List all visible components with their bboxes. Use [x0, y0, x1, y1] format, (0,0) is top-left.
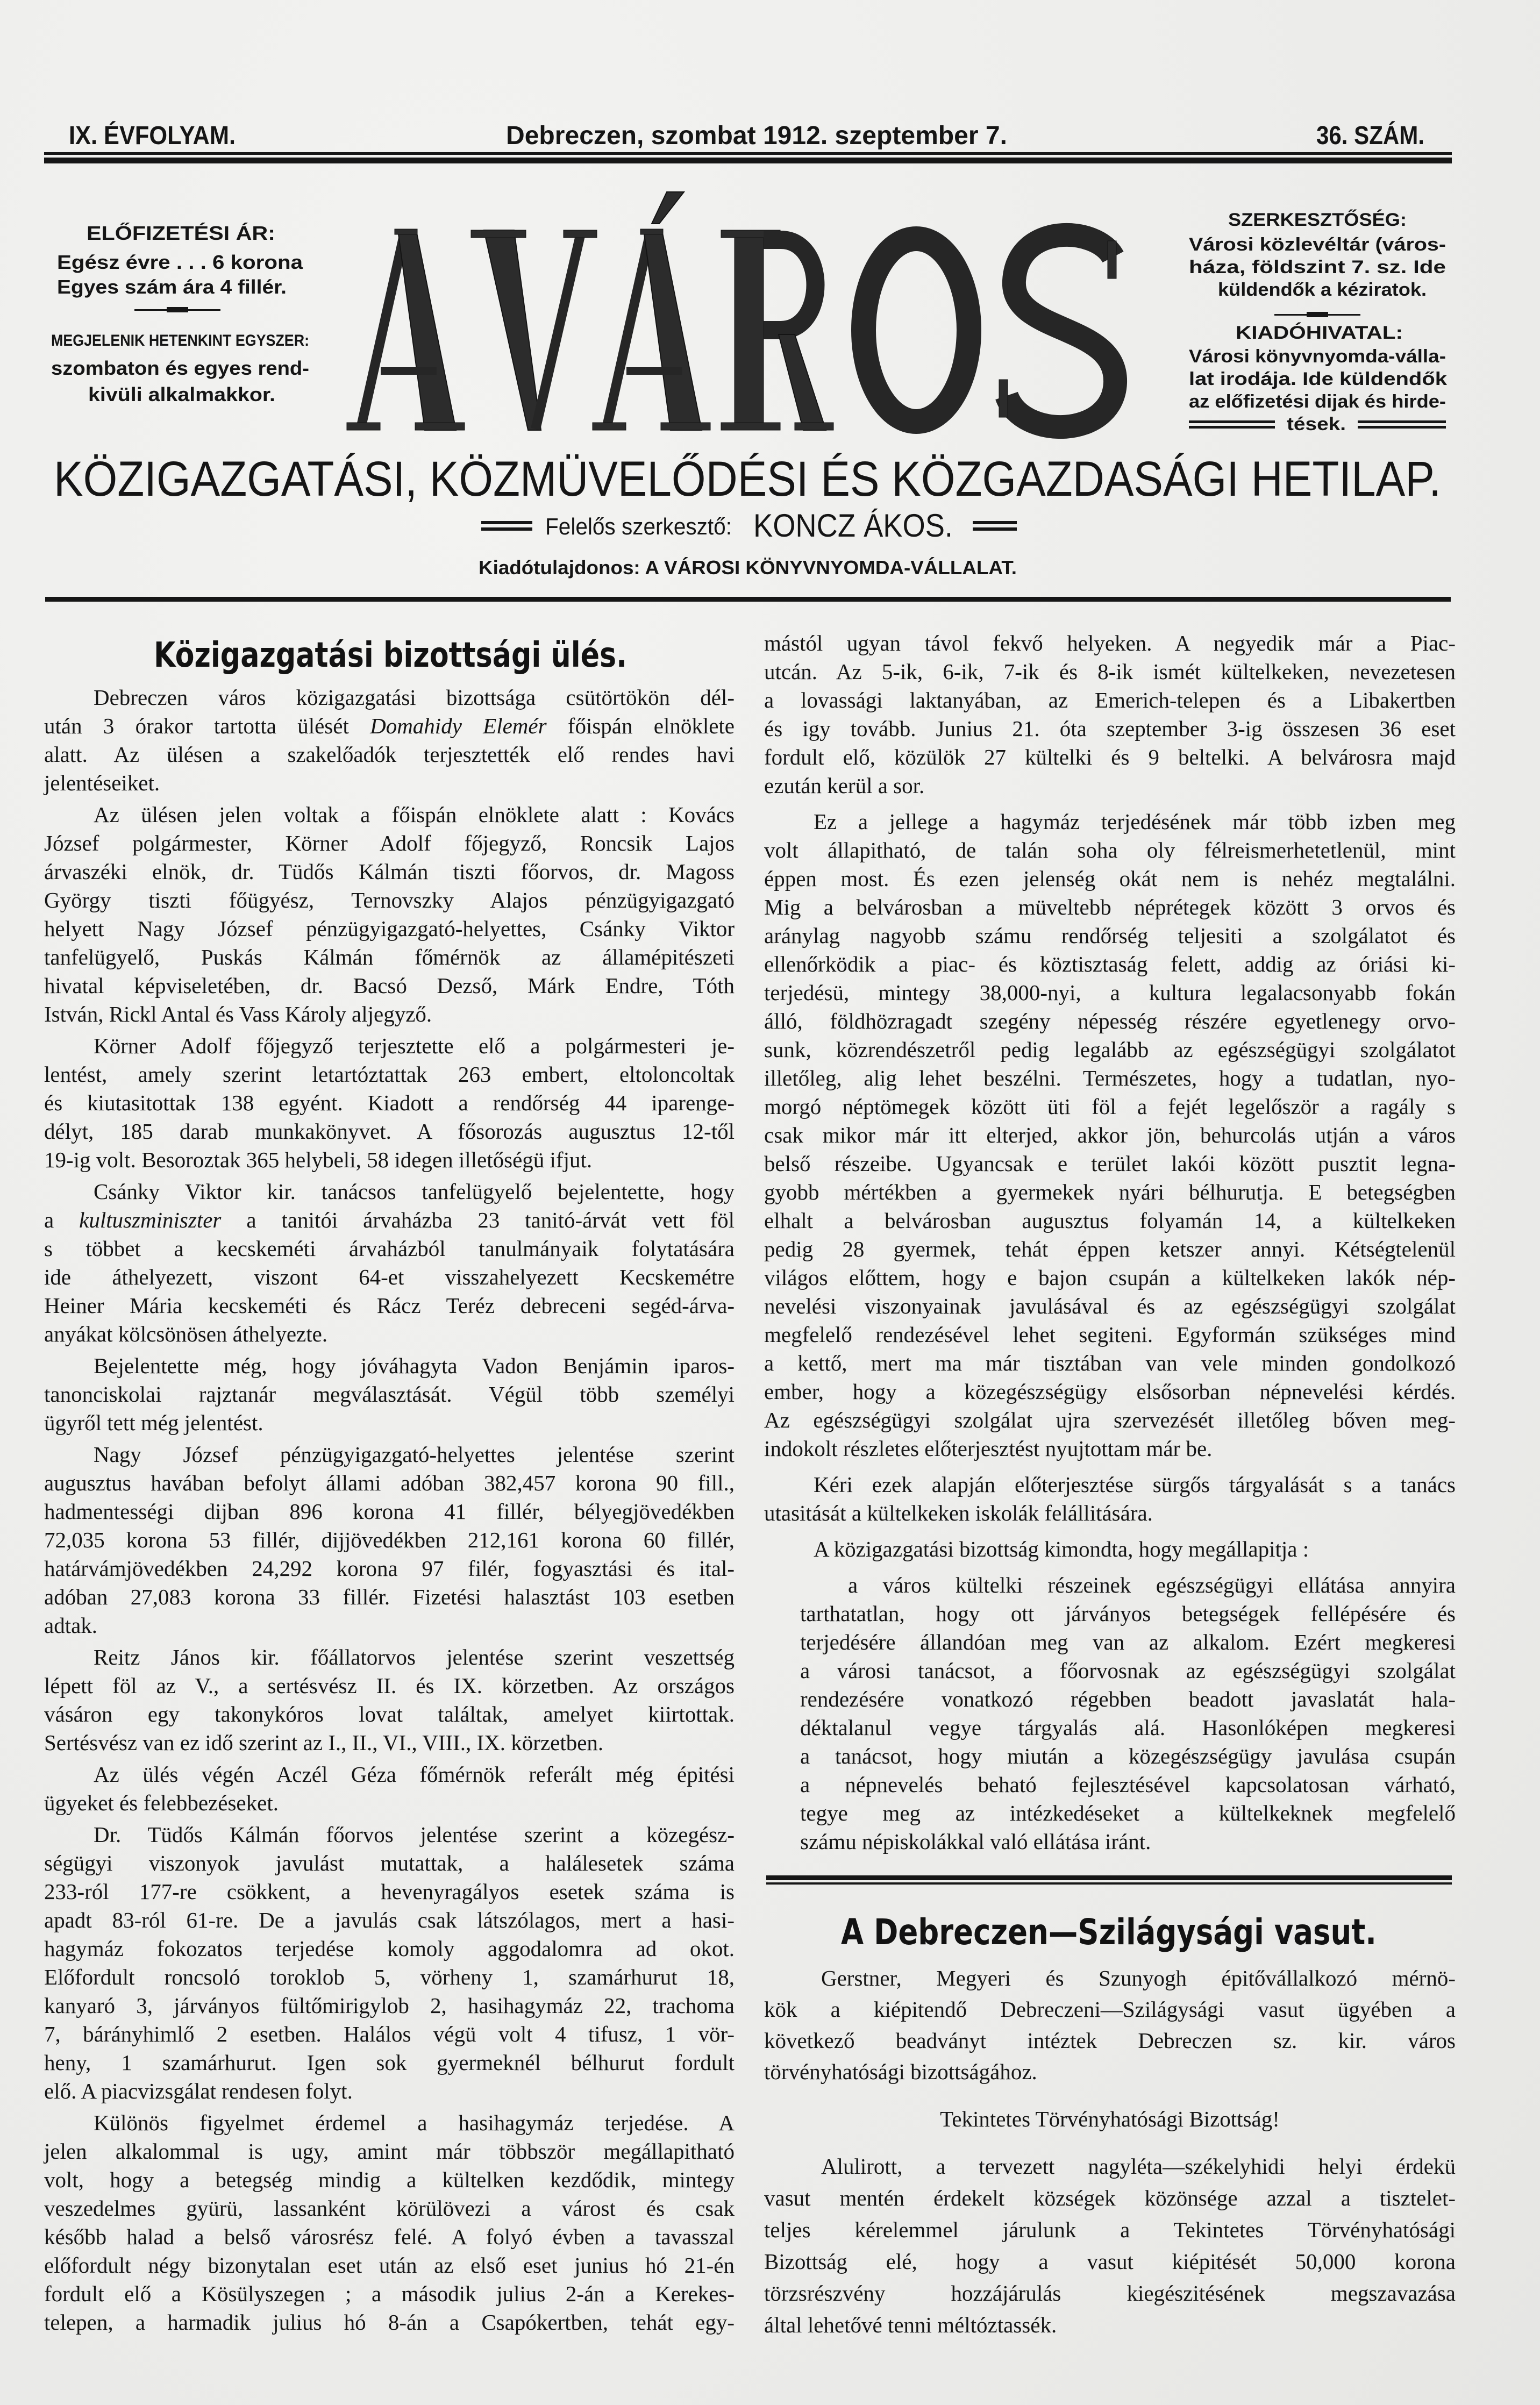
text-line: heny, 1 szamárhurut. Igen sok gyermeknél bélhurut fordult — [44, 2050, 735, 2075]
text-line: Sertésvész van ez idő szerint az I., II., VI., VIII., IX. körzetben. — [44, 1730, 604, 1755]
frequency-heading: MEGJELENIK HETENKINT EGYSZER: — [51, 332, 309, 349]
text-line: 72,035 korona 53 fillér, dijjövedékben 212,161 korona 60 fillér, — [44, 1528, 735, 1552]
text-line — [44, 1206, 735, 1234]
text-line: ügyről tett még jelentést. — [44, 1410, 263, 1435]
text-line: István, Rickl Antal és Vass Károly aljegyző. — [44, 1002, 432, 1026]
railway-article-letter — [764, 2151, 1456, 2344]
text-line: Körner Adolf főjegyző terjesztette elő a polgármesteri je- — [94, 1033, 735, 1058]
text-line: következő beadványt intéztek Debreczen sz. kir. város — [764, 2028, 1456, 2053]
paragraph — [800, 1571, 1456, 1856]
italic-name: Domahidy Elemér — [370, 713, 547, 738]
text-line: indokolt részletes előterjesztést nyujtottam már be. — [764, 1436, 1213, 1461]
text-line: Debreczen város közigazgatási bizottsága csütörtökön dél- — [94, 685, 735, 710]
paragraph — [44, 1643, 735, 1757]
issue-number: 36. SZÁM. — [1316, 122, 1440, 150]
text-line: morgó néptömegek között üti föl a fejét legelőször a ragály s — [764, 1094, 1456, 1119]
text-line: mástól ugyan távol fekvő helyeken. A negyedik már a Piac- — [764, 631, 1456, 655]
paragraph — [44, 1352, 735, 1437]
text-line: 233-ról 177-re csökkent, a hevenyragályos esetek száma is — [44, 1879, 735, 1904]
volume-number: IX. ÉVFOLYAM. — [69, 122, 254, 150]
text-line: és kiutasitottak 138 egyént. Kiadott a rendőrség 44 iparenge- — [44, 1090, 735, 1115]
paragraph — [764, 1535, 1456, 1564]
text-line: jelen alkalommal is ugy, amint már többször megállapitható — [44, 2139, 735, 2164]
text-line: augusztus havában befolyt állami adóban 382,457 korona 90 fill., — [44, 1471, 735, 1495]
section-rule-thin — [766, 1882, 1452, 1885]
logo-letter-s — [999, 235, 1116, 427]
text-line: csak mikor már itt elterjed, akkor jön, behurcolás utján a város — [764, 1123, 1456, 1147]
text-line: s többet a kecskeméti árvaházból tanulmányaik folytatására — [44, 1236, 735, 1261]
text-line: elhalt a belvárosban augusztus folyamán 14, a kültelkeken — [764, 1208, 1456, 1233]
paragraph — [764, 1962, 1456, 2087]
text-line: Csánky Viktor kir. tanácsos tanfelügyelő bejelentette, hogy — [94, 1179, 735, 1204]
frequency-line: szombaton és egyes rend- — [51, 357, 309, 379]
paragraph — [764, 2151, 1456, 2341]
text-line: adtak. — [44, 1613, 98, 1638]
text-line: a népnevelés beható fejlesztésével kapcsolatosan várható, — [800, 1772, 1456, 1797]
text-line: telepen, a harmadik julius hó 8-án a Csapókertben, tehát egy- — [44, 2310, 735, 2335]
text-line: lentést, amely szerint letartóztattak 263 embert, eltoloncoltak — [44, 1062, 735, 1087]
text-line: és igy tovább. Junius 21. óta szeptember 3-ig összesen 36 eset — [764, 716, 1456, 741]
text-line: 7, bárányhimlő 2 esetben. Halálos végü volt 4 tifusz, 1 vör- — [44, 2022, 735, 2046]
masthead-bottom-rule — [45, 597, 1451, 602]
text-line: déktalanul vegye tárgyalás alá. Hasonlóképen megkeresi — [800, 1715, 1456, 1740]
text-line: világos előttem, hogy e bajon csupán a kültelkeken lakók nép- — [764, 1265, 1456, 1290]
editorial-line: küldendők a kéziratok. — [1218, 280, 1427, 300]
italic-name: kultuszminiszter — [79, 1208, 222, 1232]
right-column — [764, 629, 1456, 1864]
article-heading: Közigazgatási bizottsági ülés. — [154, 636, 627, 675]
text-line: anyákat kölcsönösen áthelyezte. — [44, 1322, 328, 1346]
logo-letter-r — [721, 230, 833, 430]
publisher-line: Kiadótulajdonos: A VÁROSI KÖNYVNYOMDA-VÁLLALAT. — [479, 556, 1017, 579]
text-line: adóban 27,083 korona 33 fillér. Fizetési halasztást 103 esetben — [44, 1585, 735, 1609]
text-line: A közigazgatási bizottság kimondta, hogy megállapitja : — [814, 1537, 1309, 1561]
ornament-divider — [134, 307, 220, 312]
text-line: törvényhatósági bizottságához. — [764, 2059, 1037, 2084]
text-run: a tanitói árvaházba 23 tanitó-árvát vett föl — [221, 1208, 735, 1232]
office-line: lat irodája. Ide küldendők — [1189, 369, 1448, 389]
text-line: hivatal képviseletében, dr. Bacsó Dezső, Márk Endre, Tóth — [44, 973, 735, 998]
text-line: veszedelmes gyürü, lassanként körülövezi a várost és csak — [44, 2196, 735, 2221]
text-line: elő. A piacvizsgálat rendesen folyt. — [44, 2079, 353, 2103]
text-line: illetőleg, alig lehet beszélni. Természetes, hogy a tudatlan, nyo- — [764, 1066, 1456, 1090]
section-rule-thick — [766, 1875, 1452, 1880]
text-line: utcán. Az 5-ik, 6-ik, 7-ik és 8-ik ismét kültelkeken, nevezetesen — [764, 659, 1456, 684]
text-line: Dr. Tüdős Kálmán főorvos jelentése szerint a közegész- — [94, 1822, 735, 1847]
text-line: helyett Nagy József pénzügyigazgató-helyettes, Csánky Viktor — [44, 916, 735, 941]
text-line: megfelelő rendezésével lehet segiteni. Egyformán szükséges mind — [764, 1322, 1456, 1347]
text-line: számu népiskolákkal való ellátása iránt. — [800, 1829, 1151, 1854]
text-line: nevelési viszonyainak javulásával és az egészségügyi szolgálat — [764, 1294, 1456, 1318]
text-line: György tiszti főügyész, Ternovszky Alajos pénzügyigazgató — [44, 888, 735, 912]
text-line: vásáron egy takonykóros lovat találtak, amelyet kiirtottak. — [44, 1702, 735, 1726]
paragraph — [44, 683, 735, 797]
text-line: éppen most. És ezen jelenség okát nem is nehéz megtalálni. — [764, 866, 1456, 891]
paragraph — [44, 1032, 735, 1174]
text-line: ide áthelyezett, viszont 64-et visszahelyezett Kecskemétre — [44, 1265, 735, 1289]
text-line: jelentéseiket. — [44, 770, 160, 795]
logo-letter-a-acute — [593, 192, 710, 430]
text-line: törzsrészvény hozzájárulás kiegészitésének megszavazása — [764, 2281, 1456, 2306]
text-line: előfordult négy bizonytalan eset után az első eset junius hó 21-én — [44, 2253, 735, 2278]
editorial-line: háza, földszint 7. sz. Ide — [1189, 257, 1446, 277]
text-line: Tekintetes Törvényhatósági Bizottság! — [940, 2107, 1280, 2131]
ornament-divider — [1274, 312, 1360, 317]
newspaper-subtitle: KÖZIGAZGATÁSI, KÖZMÜVELŐDÉSI ÉS KÖZGAZDASÁGI HETILAP. — [54, 452, 1441, 506]
text-line: a lovassági laktanyában, az Emerich-telepen és a Libakertben — [764, 688, 1456, 712]
text-line: ellenőrködik a piac- és köztisztaság felett, addig az óriási ki- — [764, 952, 1456, 976]
text-line: terjedésü, mintegy 38,000-nyi, a kultura legalacsonyabb fokán — [764, 980, 1456, 1005]
text-line: lépett föl az V., a sertésvész II. és IX. körzetben. Az országos — [44, 1673, 735, 1698]
text-line: Gerstner, Megyeri és Szunyogh épitővállalkozó mérnö- — [821, 1966, 1456, 1990]
text-line: álló, földhözragadt szegény népesség részére egyetlenegy orvo- — [764, 1009, 1456, 1033]
price-single: Egyes szám ára 4 fillér. — [57, 276, 287, 298]
text-line: volt állapitható, de talán soha oly félreismerhetetlenül, mint — [764, 838, 1456, 862]
text-line: határvámjövedékben 24,292 korona 97 filér, fogyasztási és ital- — [44, 1556, 735, 1581]
text-line: Az egészségügyi szolgálat ujra szervezését illetőleg bőven meg- — [764, 1408, 1456, 1432]
text-line: Kéri ezek alapján előterjesztése sürgős tárgyalását s a tanács — [814, 1472, 1456, 1497]
text-line: ember, hogy a közegészségügy elsősorban népnevelési kérdés. — [764, 1379, 1456, 1404]
text-line: Mig a belvárosban a müveltebb néprétegek között 3 orvos és — [764, 895, 1456, 919]
editor-name: KONCZ ÁKOS. — [753, 508, 953, 544]
text-run: a — [44, 1208, 80, 1232]
paragraph — [44, 1440, 735, 1640]
text-line: pedig 28 gyermek, tehát éppen ketszer annyi. Kétségtelenül — [764, 1237, 1456, 1261]
text-line: József polgármester, Körner Adolf főjegyző, Roncsik Lajos — [44, 831, 735, 855]
text-line: alatt. Az ülésen a szakelőadók terjesztették elő rendes havi — [44, 742, 735, 767]
text-line — [44, 712, 735, 740]
text-line: a város kültelki részeinek egészségügyi ellátása annyira — [848, 1573, 1456, 1597]
paragraph — [44, 2109, 735, 2337]
text-line: Heiner Mária kecskeméti és Rácz Teréz debreceni segéd-árva- — [44, 1293, 735, 1318]
paragraph — [44, 1177, 735, 1348]
text-line: Az ülés végén Aczél Géza főmérnök referált még épitési — [94, 1762, 735, 1787]
paragraph — [44, 1760, 735, 1817]
text-line: tanfelügyelő, Puskás Kálmán főmérnök az államépitészeti — [44, 945, 735, 969]
text-line: tanonciskolai rajztanár megválasztását. Végül több személyi — [44, 1382, 735, 1407]
text-line: apadt 83-ról 61-re. De a javulás csak látszólagos, mert a hasi- — [44, 1908, 735, 1932]
text-line: Nagy József pénzügyigazgató-helyettes jelentése szerint — [94, 1442, 735, 1467]
text-line: a városi tanácsot, a főorvosnak az egészségügyi szolgálat — [800, 1658, 1456, 1683]
header-rule-thick — [44, 158, 1452, 163]
office-heading: KIADÓHIVATAL: — [1236, 323, 1403, 343]
text-line: a tanácsot, hogy miután a közegészségügy javulása csupán — [800, 1744, 1456, 1768]
text-line: terjedésére állandóan meg van az alkalom. Ezért megkeresi — [800, 1630, 1456, 1654]
newspaper-title-logo — [347, 192, 1116, 430]
text-line: a kettő, mert ma már tisztában van vele minden gondolkozó — [764, 1351, 1456, 1375]
text-line: tarthatatlan, hogy ott járványos betegségek fellépésére és — [800, 1601, 1456, 1626]
text-line: hadmentességi dijban 896 korona 41 fillér, bélyegjövedékben — [44, 1499, 735, 1524]
paragraph — [764, 629, 1456, 800]
text-line: kök a kiépitendő Debreczeni—Szilágysági vasut ügyében a — [764, 1997, 1456, 2022]
paragraph — [764, 1471, 1456, 1528]
text-run: főispán elnöklete — [546, 713, 735, 738]
text-line: ügyeket és felebbezéseket. — [44, 1790, 279, 1815]
text-line: teljes kérelemmel járulunk a Tekintetes Törvényhatósági — [764, 2217, 1456, 2242]
text-line: Alulirott, a tervezett nagyléta—székelyhidi helyi érdekü — [821, 2154, 1456, 2179]
price-year: Egész évre . . . 6 korona — [57, 251, 304, 273]
editorial-heading: SZERKESZTŐSÉG: — [1228, 210, 1407, 230]
text-line: Ez a jellege a hagymáz terjedésének már több izben meg — [814, 809, 1456, 834]
header-rule-thin — [44, 152, 1452, 155]
logo-letter-a — [347, 229, 465, 430]
dateline: Debreczen, szombat 1912. szeptember 7. — [506, 122, 1007, 150]
railway-article-intro — [764, 1962, 1456, 2151]
text-line: Különös figyelmet érdemel a hasihagymáz terjedése. A — [94, 2110, 735, 2135]
text-line: Az ülésen jelen voltak a főispán elnöklete alatt : Kovács — [94, 802, 735, 827]
text-line: ségügyi viszonyok javulást mutattak, a halálesetek száma — [44, 1851, 735, 1875]
text-line: később halad a belső városrész felé. A folyó évben a tavasszal — [44, 2224, 735, 2249]
text-line: vasut mentén érdekelt községek közönsége azzal a tisztelet- — [764, 2186, 1456, 2210]
text-line: utasitását a kültelkeken iskolák felállitására. — [764, 1501, 1153, 1525]
text-line: Bizottság elé, hogy a vasut kiépitését 50,000 korona — [764, 2249, 1456, 2274]
text-line: rendezésére vonatkozó régebben beadott javaslatát hala- — [800, 1687, 1456, 1711]
text-line: Reitz János kir. főállatorvos jelentése szerint veszettség — [94, 1645, 735, 1669]
text-line: ezután kerül a sor. — [764, 773, 925, 798]
frequency-line: kivüli alkalmakkor. — [88, 383, 275, 405]
text-line: hagymáz fokozatos terjedése komoly aggodalomra ad okot. — [44, 1936, 735, 1961]
office-line: tések. — [1287, 414, 1346, 434]
editorial-line: Városi közlevéltár (város- — [1189, 234, 1446, 255]
text-line: Előfordult roncsoló toroklob 5, vörheny 1, szamárhurut 18, — [44, 1965, 735, 1989]
logo-letter-o — [864, 239, 969, 422]
logo-letter-v — [471, 230, 597, 430]
text-line: kanyaró 3, járványos fültőmirigylob 2, hasihagymáz 22, trachoma — [44, 1993, 735, 2018]
text-run: után 3 órakor tartotta ülését — [44, 713, 370, 738]
left-column — [44, 683, 735, 2340]
text-line: Bejelentette még, hogy jóváhagyta Vadon Benjámin iparos- — [94, 1353, 735, 1378]
editor-label: Felelős szerkesztő: — [545, 513, 732, 540]
text-line: gyobb mértékben a gyermekek nyári bélhurutja. E betegségben — [764, 1180, 1456, 1204]
text-line: árvaszéki elnök, dr. Tüdős Kálmán tiszti főorvos, dr. Magoss — [44, 859, 735, 884]
text-line: délyt, 185 darab munkakönyvet. A fősorozás augusztus 12-től — [44, 1119, 735, 1144]
text-line: által lehetővé tenni méltóztassék. — [764, 2313, 1057, 2337]
text-line: 19-ig volt. Besoroztak 365 helybeli, 58 idegen illetőségü ifjut. — [44, 1147, 593, 1172]
text-line: fordult elő, közülök 27 kültelki és 9 beltelki. A belvárosra majd — [764, 745, 1456, 769]
text-line: belső részeibe. Ugyancsak e terület lakói között pusztit legna- — [764, 1151, 1456, 1176]
text-line: tegye meg az intézkedéseket a kültelkeknek megfelelő — [800, 1801, 1456, 1825]
text-line: aránylag nagyobb számu rendőrség teljesiti a szolgálatot és — [764, 923, 1456, 948]
text-line: volt, hogy a betegség mindig a kültelken kezdődik, mintegy — [44, 2167, 735, 2192]
paragraph — [44, 1821, 735, 2106]
text-line: sunk, közrendészetről pedig legalább az egészségügyi szolgálatot — [764, 1037, 1456, 1062]
office-line: az előfizetési dijak és hirde- — [1189, 391, 1446, 412]
paragraph — [764, 808, 1456, 1463]
price-heading: ELŐFIZETÉSI ÁR: — [87, 222, 251, 244]
paragraph — [764, 2103, 1456, 2135]
paragraph — [44, 801, 735, 1029]
text-line: fordult elő a Kösülyszegen ; a második julius 2-án a Kerekes- — [44, 2281, 735, 2306]
office-line: Városi könyvnyomda-válla- — [1189, 346, 1446, 367]
article-heading: A Debreczen—Szilágysági vasut. — [841, 1911, 1377, 1953]
